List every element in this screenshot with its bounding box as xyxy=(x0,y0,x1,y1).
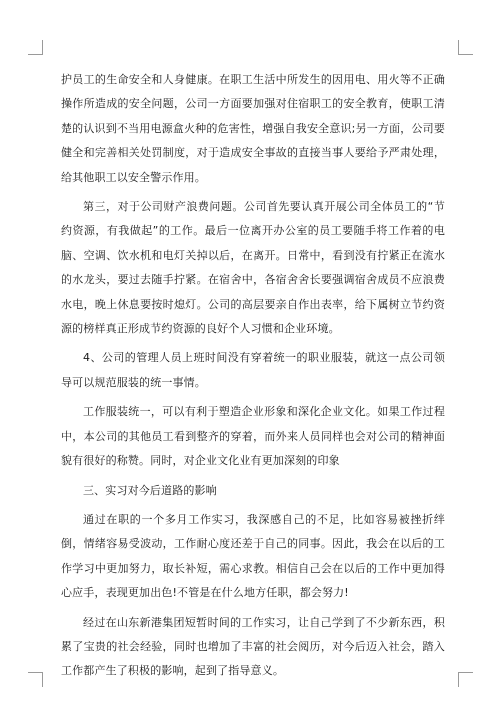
document-body xyxy=(61,68,445,689)
paragraph-self-reflection: 通过在职的一个多月工作实习，我深感自己的不足，比如容易被挫折绊倒，情绪容易受波动，工作耐心度还差于自己的同事。因此，我会在以后的工作学习中更加努力，取长补短，需心求教。相信自己会在以后的工作中更加得心应手，表现更加出色!不管是在什么地方任职，都会努力! xyxy=(61,512,445,600)
paragraph-uniform-benefit: 工作服装统一，可以有利于塑造企业形象和深化企业文化。如果工作过程中，本公司的其他员工看到整齐的穿着，而外来人员同样也会对公司的精神面貌有很好的称赞。同时，对企业文化业有更加深刻的印象 xyxy=(61,405,445,468)
crop-mark-top-left xyxy=(28,40,43,55)
paragraph-safety-management: 护员工的生命安全和人身健康。在职工生活中所发生的因用电、用火等不正确操作所造成的安全问题，公司一方面要加强对住宿职工的安全教育，使职工清楚的认识到不当用电源盒火种的危害性，增强自我安全意识;另一方面，公司要健全和完善相关处罚制度，对于造成安全事故的直接当事人要给予严肃处理，给其他职工以安全警示作用。 xyxy=(61,73,445,184)
section-heading-internship-impact: 三、实习对今后道路的影响 xyxy=(83,483,217,497)
paragraph-property-waste: 第三，对于公司财产浪费问题。公司首先要认真开展公司全体员工的“节约资源，有我做起”的工作。最后一位离开办公室的员工要随手将工作着的电脑、空调、饮水机和电灯关掉以后，在离开。日常中，看到没有拧紧正在流水的水龙头，要过去随手拧紧。在宿舍中，各宿舍舍长要强调宿舍成员不应浪费水电，晚上休息要按时熄灯。公司的高层要亲自作出表率，给下属树立节约资源的榜样真正形成节约资源的良好个人习惯和企业环境。 xyxy=(61,200,445,336)
crop-mark-bottom-right xyxy=(458,672,473,687)
paragraph-uniform-issue: 4、公司的管理人员上班时间没有穿着统一的职业服装，就这一点公司领导可以规范服装的统一事情。 xyxy=(61,351,445,389)
crop-mark-bottom-left xyxy=(28,672,43,687)
crop-mark-top-right xyxy=(458,40,473,55)
paragraph-conclusion: 经过在山东新港集团短暂时间的工作实习，让自己学到了不少新东西，积累了宝贵的社会经验，同时也增加了丰富的社会阅历，对今后迈入社会，踏入工作都产生了积极的影响，起到了指导意义。 xyxy=(61,615,445,678)
